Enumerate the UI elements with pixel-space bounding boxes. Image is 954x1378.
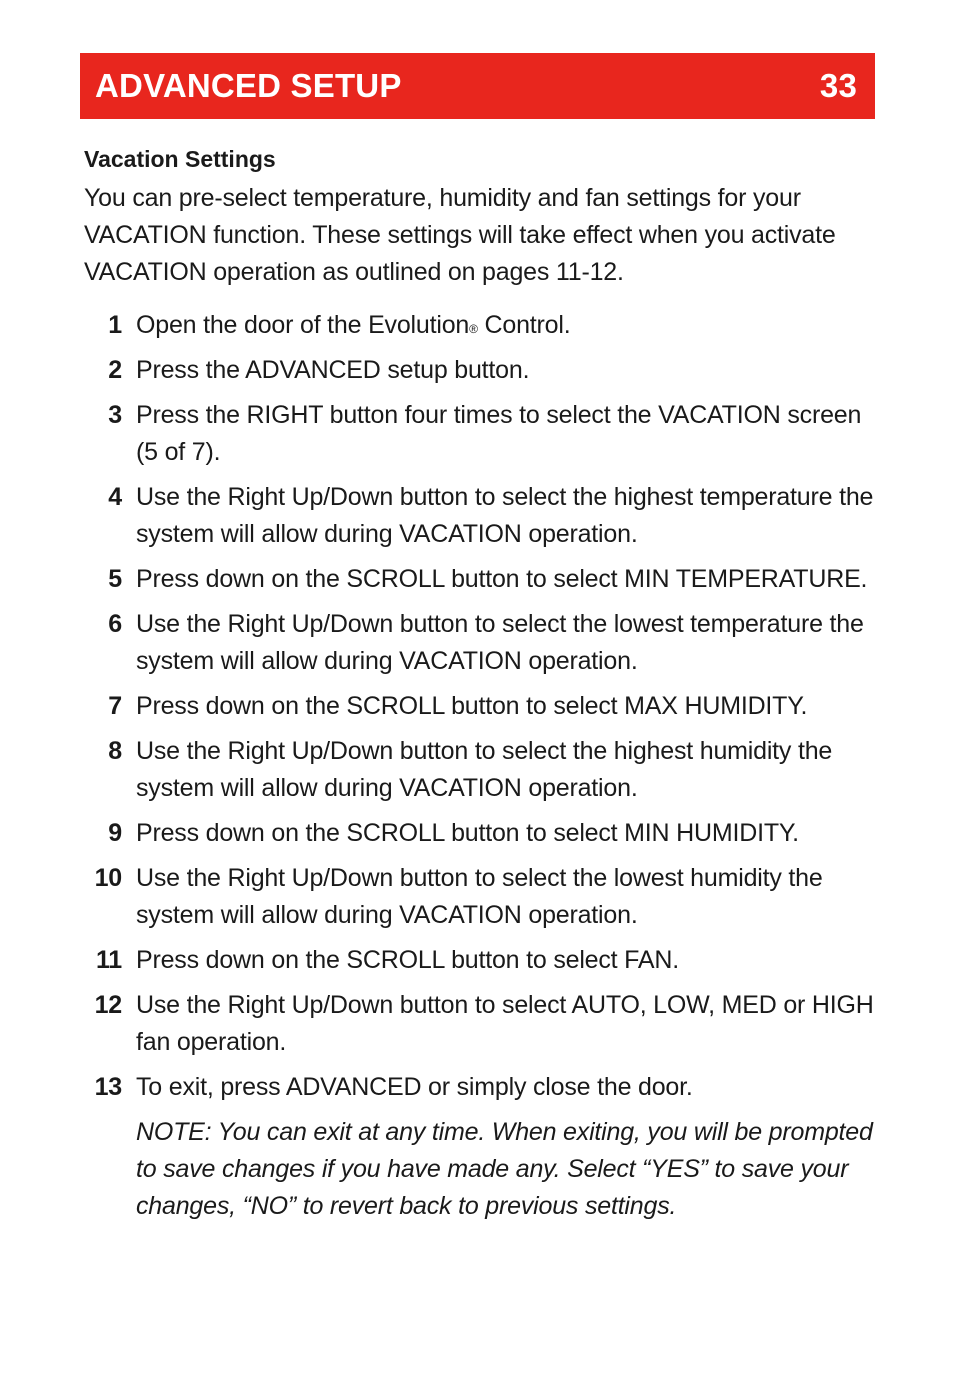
step-number: 7 [108,692,122,720]
step-item [84,479,884,553]
step-text: Use the Right Up/Down button to select the lowest temperature the system will allow during VACATION operation. [136,610,864,675]
step-item [84,815,884,852]
step-text: Press down on the SCROLL button to select MAX HUMIDITY. [136,692,808,720]
step-text: Press down on the SCROLL button to select MIN TEMPERATURE. [136,565,868,593]
step-number: 13 [94,1073,122,1101]
registered-mark: ® [469,322,478,336]
step-text-before: Open the door of the Evolution [136,311,470,339]
step-item [84,397,884,471]
step-text: Use the Right Up/Down button to select the highest humidity the system will allow during VACATION operation. [136,737,833,802]
step-number: 9 [108,819,122,847]
section-title: Vacation Settings [84,146,276,172]
step-item [84,606,884,680]
step-number: 4 [108,483,122,511]
step-item [84,352,884,389]
section-intro: You can pre-select temperature, humidity and fan settings for your VACATION function. These settings will take effect when you activate VACATION operation as outlined on pages 11-12. [84,184,836,286]
step-text-after: Control. [477,311,571,339]
step-item [84,987,884,1061]
step-text: Press the ADVANCED setup button. [136,356,530,384]
step-text: Use the Right Up/Down button to select AUTO, LOW, MED or HIGH fan operation. [136,991,874,1056]
exit-note: NOTE: You can exit at any time. When exiting, you will be prompted to save changes if you have made any. Select “YES” to save your changes, “NO” to revert back to previous settings. [136,1118,873,1220]
steps-list [84,307,884,1106]
header-title: ADVANCED SETUP [95,67,402,104]
step-text: Press down on the SCROLL button to select FAN. [136,946,679,974]
step-item [84,561,884,598]
step-number: 3 [108,401,122,429]
step-text: Press the RIGHT button four times to select the VACATION screen (5 of 7). [136,401,862,466]
step-number: 11 [95,946,122,974]
step-number: 6 [108,610,122,638]
step-item [84,307,884,344]
step-number: 5 [108,565,122,593]
step-number: 10 [94,864,122,892]
step-text: To exit, press ADVANCED or simply close the door. [136,1073,693,1101]
step-text [136,307,884,344]
step-item [84,860,884,934]
step-item [84,733,884,807]
step-text: Press down on the SCROLL button to select MIN HUMIDITY. [136,819,799,847]
step-text: Use the Right Up/Down button to select the highest temperature the system will allow during VACATION operation. [136,483,874,548]
step-number: 8 [108,737,122,765]
step-number: 1 [108,311,122,339]
step-number: 2 [108,356,122,384]
step-number: 12 [94,991,122,1019]
step-item [84,688,884,725]
page-header [80,53,875,119]
page-content [84,144,884,1225]
page-number: 33 [819,67,857,104]
step-item [84,1069,884,1106]
step-text: Use the Right Up/Down button to select the lowest humidity the system will allow during VACATION operation. [136,864,823,929]
step-item [84,942,884,979]
